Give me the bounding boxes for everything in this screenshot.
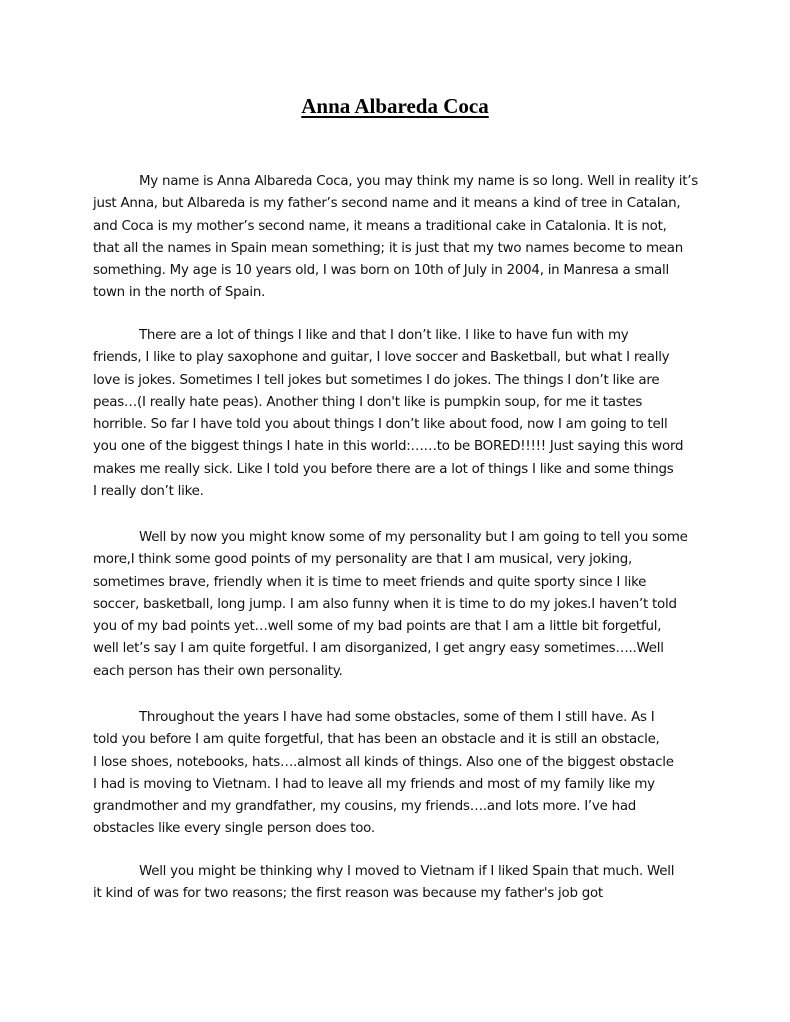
paragraph-move-to-vietnam <box>93 861 713 906</box>
text-line: peas…(I really hate peas). Another thing I don't like is pumpkin soup, for me it tastes <box>93 394 643 410</box>
text-line: My name is Anna Albareda Coca, you may think my name is so long. Well in reality it’s <box>139 174 698 189</box>
text-line: I really don’t like. <box>93 484 204 500</box>
text-line: obstacles like every single person does too. <box>93 821 375 837</box>
text-line: horrible. So far I have told you about things I don’t like about food, now I am going to tell <box>93 417 668 433</box>
text-line: Throughout the years I have had some obstacles, some of them I still have. As I <box>139 710 655 725</box>
text-line: town in the north of Spain. <box>93 285 266 301</box>
text-line: something. My age is 10 years old, I was born on 10th of July in 2004, in Manresa a small <box>93 263 669 279</box>
text-line: each person has their own personality. <box>93 663 343 679</box>
paragraph-likes-dislikes <box>93 325 713 503</box>
text-line: love is jokes. Sometimes I tell jokes but sometimes I do jokes. The things I don’t like are <box>93 372 660 388</box>
text-line: soccer, basketball, long jump. I am also funny when it is time to do my jokes.I haven’t told <box>93 596 677 612</box>
paragraph-name-intro <box>93 171 713 305</box>
text-line: Well you might be thinking why I moved to Vietnam if I liked Spain that much. Well <box>139 864 675 879</box>
text-line: that all the names in Spain mean something; it is just that my two names become to mean <box>93 240 683 256</box>
text-line: friends, I like to play saxophone and guitar, I love soccer and Basketball, but what I really <box>93 350 670 366</box>
text-line: you of my bad points yet…well some of my bad points are that I am a little bit forgetful, <box>93 619 662 635</box>
text-line: told you before I am quite forgetful, that has been an obstacle and it is still an obstacle, <box>93 732 660 748</box>
text-line: well let’s say I am quite forgetful. I am disorganized, I get angry easy sometimes…..Well <box>93 641 664 657</box>
paragraph-obstacles <box>93 707 713 841</box>
text-line: I lose shoes, notebooks, hats….almost all kinds of things. Also one of the biggest obstacle <box>93 754 674 770</box>
text-line: I had is moving to Vietnam. I had to leave all my friends and most of my family like my <box>93 776 655 792</box>
text-line: and Coca is my mother’s second name, it means a traditional cake in Catalonia. It is not, <box>93 218 667 234</box>
text-line: Well by now you might know some of my personality but I am going to tell you some <box>139 530 688 545</box>
text-line: makes me really sick. Like I told you before there are a lot of things I like and some things <box>93 461 674 477</box>
text-line: more,I think some good points of my personality are that I am musical, very joking, <box>93 552 633 568</box>
text-line: grandmother and my grandfather, my cousins, my friends….and lots more. I’ve had <box>93 799 637 815</box>
text-line: just Anna, but Albareda is my father’s second name and it means a kind of tree in Catalan, <box>93 196 681 212</box>
paragraph-personality <box>93 527 713 683</box>
text-line: it kind of was for two reasons; the first reason was because my father's job got <box>93 886 603 902</box>
document-title: Anna Albareda Coca <box>301 94 489 118</box>
text-line: There are a lot of things I like and that I don’t like. I like to have fun with my <box>139 328 629 343</box>
text-line: sometimes brave, friendly when it is time to meet friends and quite sporty since I like <box>93 574 647 590</box>
text-line: you one of the biggest things I hate in this world:……to be BORED!!!!! Just saying this word <box>93 439 684 455</box>
